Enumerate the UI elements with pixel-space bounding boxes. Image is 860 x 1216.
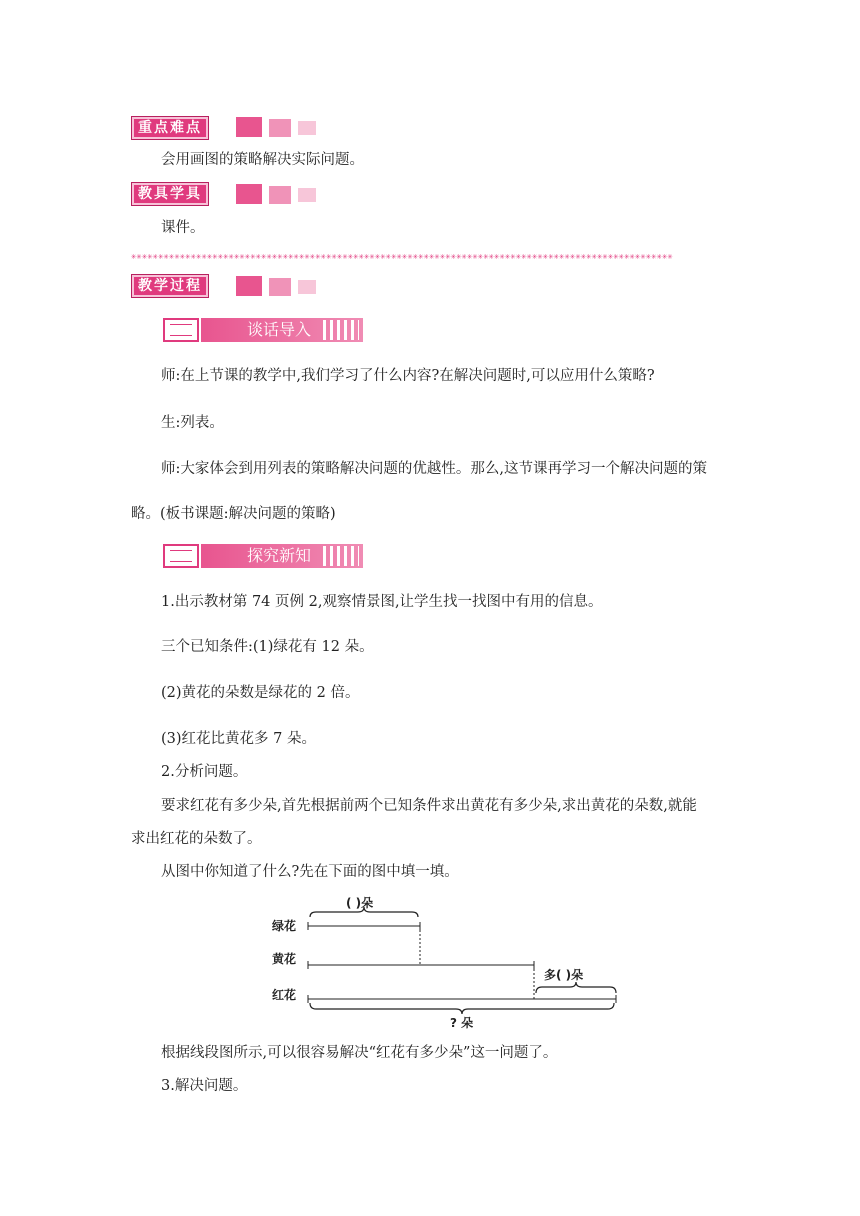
section-title-tools: 教具学具 [131, 182, 209, 206]
part1-title: 谈话导入 [247, 320, 312, 339]
decor-square-small [298, 188, 316, 202]
green-brace-label: ( )朵 [346, 896, 374, 910]
decor-square-small [298, 121, 316, 135]
section-title-key-points: 重点难点 [131, 116, 209, 140]
part2-paragraph: 三个已知条件:(1)绿花有 12 朵。 [161, 639, 374, 655]
green-label: 绿花 [272, 919, 297, 933]
segment-diagram [270, 895, 630, 1030]
part1-stripes [323, 320, 359, 340]
decor-square-large [236, 276, 262, 296]
part1-paragraph: 师:大家体会到用列表的策略解决问题的优越性。那么,这节课再学习一个解决问题的策 [161, 461, 707, 477]
part2-paragraph: 求出红花的朵数了。 [131, 831, 262, 847]
part2-title: 探究新知 [247, 546, 312, 565]
part2-paragraph: 3.解决问题。 [161, 1078, 248, 1094]
decor-square-large [236, 184, 262, 204]
part1-number-box [163, 318, 199, 342]
decor-square-small [298, 280, 316, 294]
part2-paragraph: 根据线段图所示,可以很容易解决“红花有多少朵”这一问题了。 [161, 1045, 558, 1061]
decor-square-medium [269, 278, 291, 296]
part2-stripes [323, 546, 359, 566]
yellow-label: 黄花 [272, 952, 297, 966]
part2-paragraph: (3)红花比黄花多 7 朵。 [161, 731, 316, 747]
section-title-process: 教学过程 [131, 274, 209, 298]
total-brace-label: ? 朵 [450, 1016, 474, 1030]
decor-square-medium [269, 119, 291, 137]
part2-number-box [163, 544, 199, 568]
total-brace [310, 1003, 614, 1014]
part2-header [163, 544, 363, 568]
star-divider: ✳✳✳✳✳✳✳✳✳✳✳✳✳✳✳✳✳✳✳✳✳✳✳✳✳✳✳✳✳✳✳✳✳✳✳✳✳✳✳✳✳✳✳✳✳✳✳✳✳✳✳✳✳✳✳✳✳✳✳✳✳✳✳✳✳✳✳✳✳✳✳✳✳✳✳✳✳✳✳✳✳✳✳✳✳✳✳✳✳✳✳✳✳✳✳✳✳✳✳✳ [131, 252, 673, 262]
part2-title-bar [201, 544, 363, 568]
part2-paragraph: 2.分析问题。 [161, 764, 248, 780]
decor-square-large [236, 117, 262, 137]
red-label: 红花 [272, 988, 297, 1002]
part1-header [163, 318, 363, 342]
more-brace [536, 982, 616, 993]
tools-content: 课件。 [161, 220, 205, 236]
part2-paragraph: 从图中你知道了什么?先在下面的图中填一填。 [161, 864, 459, 880]
part1-title-bar [201, 318, 363, 342]
decor-square-medium [269, 186, 291, 204]
part2-paragraph: 1.出示教材第 74 页例 2,观察情景图,让学生找一找图中有用的信息。 [161, 594, 603, 610]
part1-paragraph: 师:在上节课的教学中,我们学习了什么内容?在解决问题时,可以应用什么策略? [161, 368, 655, 384]
part1-paragraph: 生:列表。 [161, 415, 224, 431]
key-points-content: 会用画图的策略解决实际问题。 [161, 152, 364, 168]
part2-paragraph: (2)黄花的朵数是绿花的 2 倍。 [161, 685, 360, 701]
segment-diagram-svg [270, 895, 630, 1030]
part2-paragraph: 要求红花有多少朵,首先根据前两个已知条件求出黄花有多少朵,求出黄花的朵数,就能 [161, 798, 697, 814]
more-brace-label: 多( )朵 [544, 968, 584, 982]
part1-paragraph: 略。(板书课题:解决问题的策略) [131, 506, 336, 522]
